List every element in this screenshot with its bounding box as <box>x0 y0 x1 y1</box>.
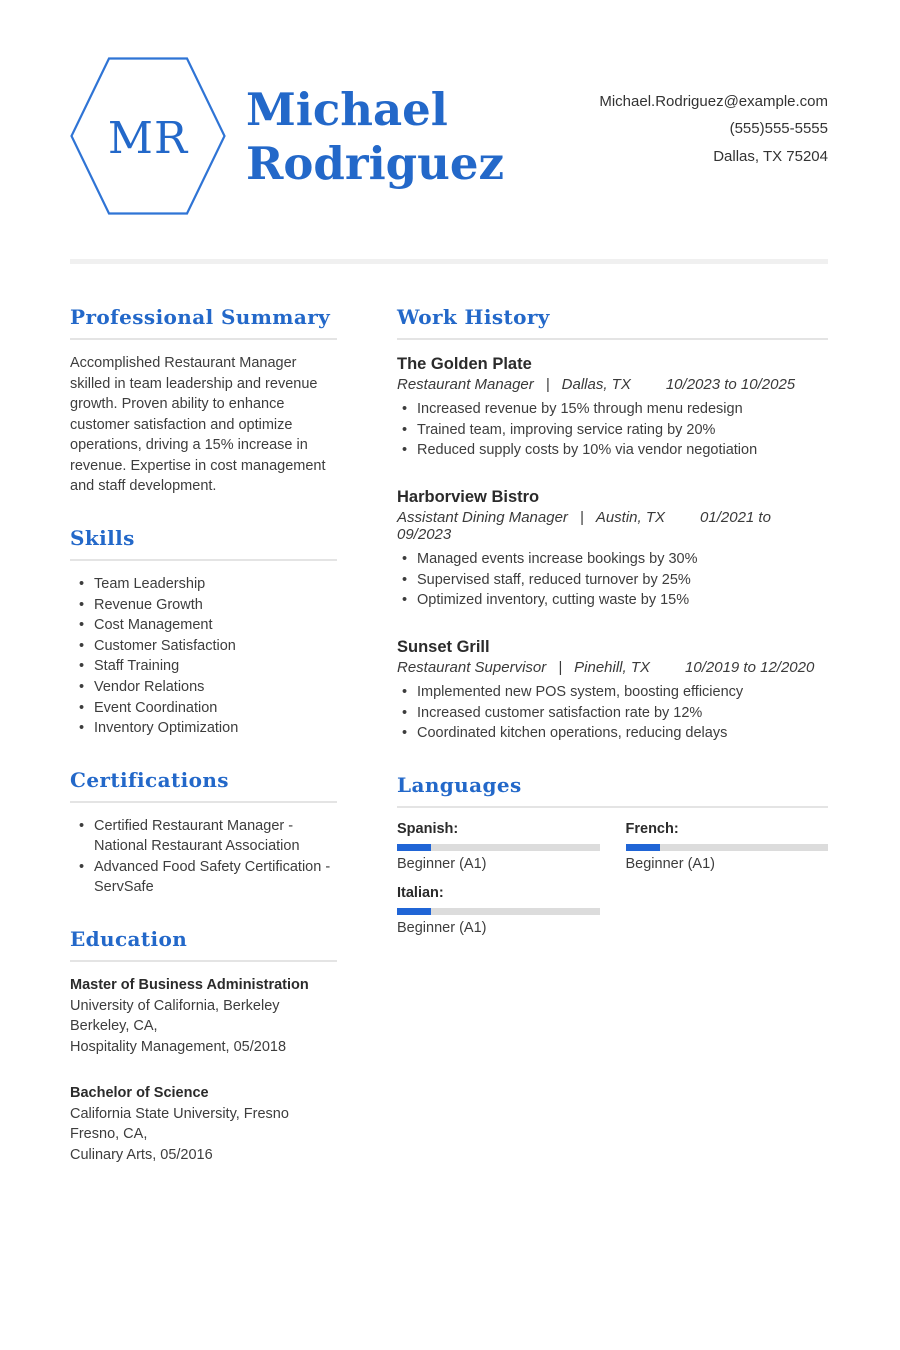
education-title: Education <box>70 927 337 962</box>
language-name: French: <box>625 821 679 837</box>
education-school: University of California, Berkeley <box>70 997 280 1014</box>
skill-item: • Team Leadership <box>79 574 337 595</box>
job-role: Restaurant Manager <box>397 376 534 394</box>
skill-item: • Staff Training <box>79 656 337 677</box>
header-divider <box>70 259 828 264</box>
job-dates: 01/2021 to 09/2023 <box>397 509 771 544</box>
section-professional-summary <box>70 305 337 497</box>
skills-list <box>70 574 337 739</box>
summary-title: Professional Summary <box>70 305 337 340</box>
job-subtitle <box>397 376 828 393</box>
education-entry <box>70 1083 337 1165</box>
job-company: The Golden Plate <box>397 355 532 373</box>
job-subtitle <box>397 659 828 676</box>
education-program: Hospitality Management, 05/2018 <box>70 1038 287 1055</box>
job-bullet: • Coordinated kitchen operations, reducing delays <box>402 723 828 744</box>
education-degree: Master of Business Administration <box>70 976 309 993</box>
job-location: Austin, TX <box>595 509 666 527</box>
left-column <box>70 305 337 1195</box>
job-bullet: • Increased customer satisfaction rate by 12% <box>402 703 828 724</box>
certifications-list <box>70 816 337 898</box>
section-work-history <box>397 305 828 744</box>
contact-email: Michael.Rodriguez@example.com <box>599 93 828 110</box>
first-name: Michael <box>246 83 448 136</box>
monogram-badge <box>70 57 226 215</box>
skill-item: • Customer Satisfaction <box>79 636 337 657</box>
job-role: Restaurant Supervisor <box>397 659 547 677</box>
job-bullets <box>397 549 828 611</box>
job-bullet: • Implemented new POS system, boosting efficiency <box>402 682 828 703</box>
job-bullets <box>397 682 828 744</box>
content-columns <box>70 305 828 1195</box>
job-bullet: • Trained team, improving service rating by 20% <box>402 420 828 441</box>
education-location: Berkeley, CA, <box>70 1018 158 1035</box>
language-progress-track <box>397 844 600 851</box>
job-bullet: • Optimized inventory, cutting waste by 15% <box>402 590 828 611</box>
job-role: Assistant Dining Manager <box>397 509 568 527</box>
name <box>246 83 504 191</box>
header <box>70 57 828 215</box>
job-entry <box>397 486 828 611</box>
education-location: Fresno, CA, <box>70 1126 148 1143</box>
skill-item: • Inventory Optimization <box>79 718 337 739</box>
language-progress-track <box>626 844 829 851</box>
language-level: Beginner (A1) <box>625 856 715 872</box>
job-dates: 10/2023 to 10/2025 <box>665 376 796 394</box>
contact-phone: (555)555-5555 <box>729 120 828 138</box>
job-bullet: • Managed events increase bookings by 30% <box>402 549 828 570</box>
certification-item: • Advanced Food Safety Certification - ServSafe <box>79 857 337 898</box>
language-level: Beginner (A1) <box>397 856 487 872</box>
section-languages <box>397 773 828 936</box>
language-progress-fill <box>397 908 431 915</box>
language-level: Beginner (A1) <box>397 920 487 936</box>
job-bullets <box>397 399 828 461</box>
language-progress-fill <box>626 844 660 851</box>
section-certifications <box>70 768 337 898</box>
job-subtitle <box>397 509 828 543</box>
language-entry <box>397 885 600 936</box>
job-separator: | <box>558 659 563 677</box>
job-company: Sunset Grill <box>397 638 490 656</box>
certification-item: • Certified Restaurant Manager - National Restaurant Association <box>79 816 337 857</box>
contact-info <box>599 88 828 170</box>
monogram-initials: MR <box>107 112 189 164</box>
job-entry <box>397 353 828 461</box>
job-bullet: • Supervised staff, reduced turnover by 25% <box>402 570 828 591</box>
education-degree: Bachelor of Science <box>70 1085 209 1102</box>
languages-title: Languages <box>397 773 828 808</box>
job-bullet: • Increased revenue by 15% through menu redesign <box>402 399 828 420</box>
job-separator: | <box>545 376 550 394</box>
language-progress-track <box>397 908 600 915</box>
work-history-title: Work History <box>397 305 828 340</box>
education-school: California State University, Fresno <box>70 1105 289 1122</box>
section-skills <box>70 526 337 739</box>
summary-text: Accomplished Restaurant Manager skilled in team leadership and revenue growth. Proven ability to enhance customer satisfaction and optimize operations, driving a 15% increase in revenue. Expertise in cost management and staff development. <box>70 355 326 495</box>
certifications-title: Certifications <box>70 768 337 803</box>
education-entry <box>70 975 337 1057</box>
last-name: Rodriguez <box>246 137 505 190</box>
language-name: Spanish: <box>397 821 459 837</box>
section-education <box>70 927 337 1166</box>
skill-item: • Vendor Relations <box>79 677 337 698</box>
languages-grid <box>397 821 828 936</box>
skill-item: • Event Coordination <box>79 698 337 719</box>
skill-item: • Cost Management <box>79 615 337 636</box>
language-progress-fill <box>397 844 431 851</box>
right-column <box>397 305 828 1195</box>
skill-item: • Revenue Growth <box>79 595 337 616</box>
job-bullet: • Reduced supply costs by 10% via vendor negotiation <box>402 440 828 461</box>
job-separator: | <box>579 509 584 527</box>
education-program: Culinary Arts, 05/2016 <box>70 1147 213 1164</box>
skills-title: Skills <box>70 526 337 561</box>
job-entry <box>397 636 828 744</box>
job-dates: 10/2019 to 12/2020 <box>685 659 815 677</box>
language-entry <box>397 821 600 872</box>
contact-location: Dallas, TX 75204 <box>713 147 828 165</box>
job-location: Dallas, TX <box>561 376 631 394</box>
language-name: Italian: <box>397 885 444 901</box>
job-location: Pinehill, TX <box>574 659 651 677</box>
language-entry <box>626 821 829 872</box>
job-company: Harborview Bistro <box>397 488 540 506</box>
